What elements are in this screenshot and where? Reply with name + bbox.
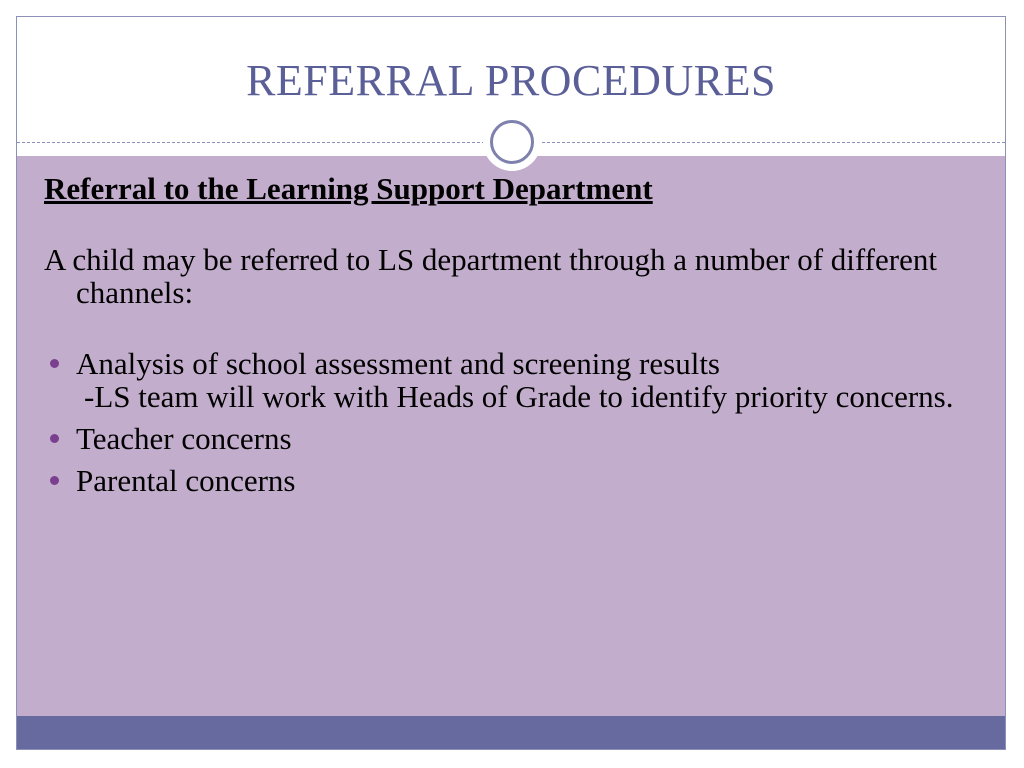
list-item (44, 347, 964, 413)
ring-icon (490, 120, 534, 164)
bullet-text: Analysis of school assessment and screening results (76, 346, 720, 381)
slide-title: REFERRAL PROCEDURES (246, 56, 776, 105)
bullet-list (44, 347, 964, 497)
list-item (44, 422, 964, 455)
bullet-text: Teacher concerns (76, 421, 292, 456)
slide-body (44, 172, 964, 506)
intro-paragraph: A child may be referred to LS department through a number of different channels: (44, 242, 937, 310)
bullet-text: Parental concerns (76, 463, 296, 498)
subheading: Referral to the Learning Support Department (44, 171, 653, 206)
bullet-dot-icon (50, 476, 59, 485)
list-item (44, 464, 964, 497)
circle-ornament-icon (483, 113, 541, 171)
footer-bar (17, 716, 1005, 750)
bullet-dot-icon (50, 359, 59, 368)
bullet-subtext: -LS team will work with Heads of Grade to identify priority concerns. (84, 379, 954, 414)
slide (16, 16, 1006, 750)
bullet-dot-icon (50, 434, 59, 443)
